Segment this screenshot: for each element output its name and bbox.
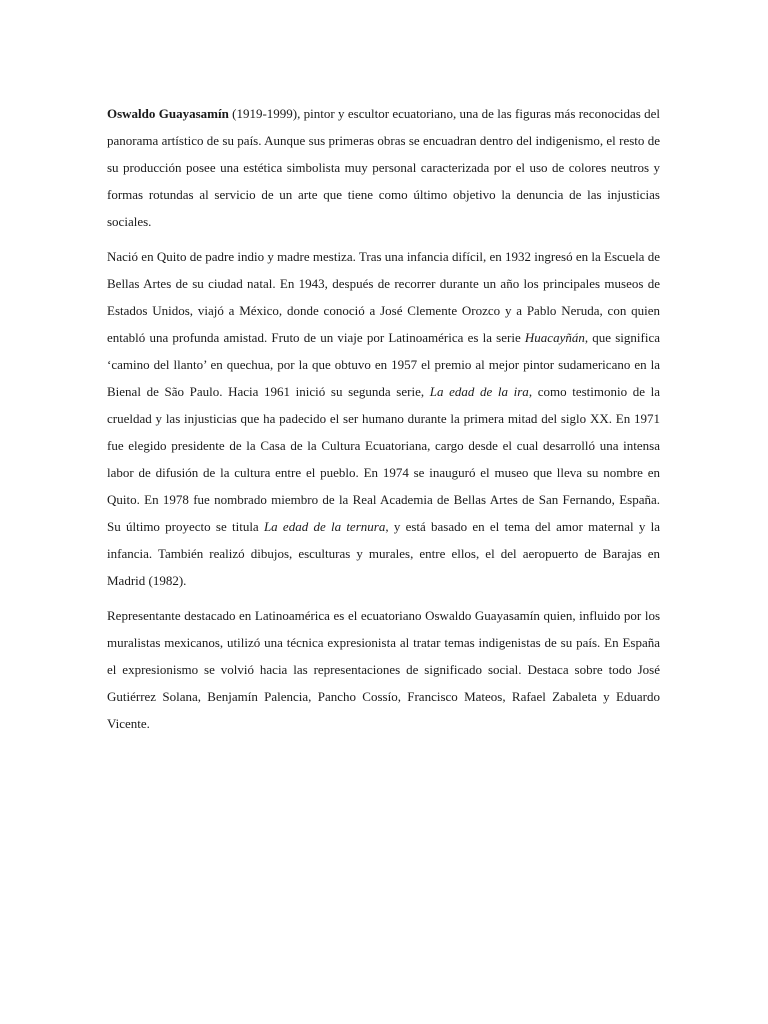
paragraph-expressionism xyxy=(107,602,660,737)
paragraph-text: Nació en Quito de padre indio y madre mestiza. Tras una infancia difícil, en 1932 ingresó en la Escuela de Bellas Artes de su ciudad natal. En 1943, después de recorrer durante un año los principales museos de Estados Unidos, viajó a México, donde conoció a José Clemente Orozco y a Pablo Neruda, con quien entabló una profunda amistad. Fruto de un viaje por Latinoamérica es la serie xyxy=(107,249,660,345)
work-title-edad-ternura: La edad de la ternura xyxy=(263,519,386,534)
artist-name: Oswaldo Guayasamín xyxy=(107,106,229,121)
paragraph-text: (1919-1999), pintor y escultor ecuatoriano, una de las figuras más reconocidas del panorama artístico de su país. Aunque sus primeras obras se encuadran dentro del indigenismo, el resto de su producción posee una estética simbolista muy personal caracterizada por el uso de colores neutros y formas rotundas al servicio de un arte que tiene como último objetivo la denuncia de las injusticias sociales. xyxy=(107,106,660,229)
paragraph-biography-life xyxy=(107,243,660,594)
document-page xyxy=(107,100,660,737)
paragraph-biography-intro xyxy=(107,100,660,235)
paragraph-text: Representante destacado en Latinoamérica es el ecuatoriano Oswaldo Guayasamín quien, influido por los muralistas mexicanos, utilizó una técnica expresionista al tratar temas indigenistas de su país. En España el expresionismo se volvió hacia las representaciones de significado social. Destaca sobre todo José Gutiérrez Solana, Benjamín Palencia, Pancho Cossío, Francisco Mateos, Rafael Zabaleta y Eduardo Vicente. xyxy=(107,608,660,731)
work-title-huacaynan: Huacayñán xyxy=(524,330,585,345)
paragraph-text: , y está basado en el tema del amor maternal y la infancia. También realizó dibujos, esculturas y murales, entre ellos, el del aeropuerto de Barajas en Madrid (1982). xyxy=(107,519,660,588)
work-title-edad-ira: La edad de la ira xyxy=(429,384,529,399)
paragraph-text: , que significa ‘camino del llanto’ en quechua, por la que obtuvo en 1957 el premio al mejor pintor sudamericano en la Bienal de São Paulo. Hacia 1961 inició su segunda serie, xyxy=(107,330,660,399)
paragraph-text: , como testimonio de la crueldad y las injusticias que ha padecido el ser humano durante la primera mitad del siglo XX. En 1971 fue elegido presidente de la Casa de la Cultura Ecuatoriana, cargo desde el cual desarrolló una intensa labor de difusión de la cultura entre el pueblo. En 1974 se inauguró el museo que lleva su nombre en Quito. En 1978 fue nombrado miembro de la Real Academia de Bellas Artes de San Fernando, España. Su último proyecto se titula xyxy=(107,384,661,534)
